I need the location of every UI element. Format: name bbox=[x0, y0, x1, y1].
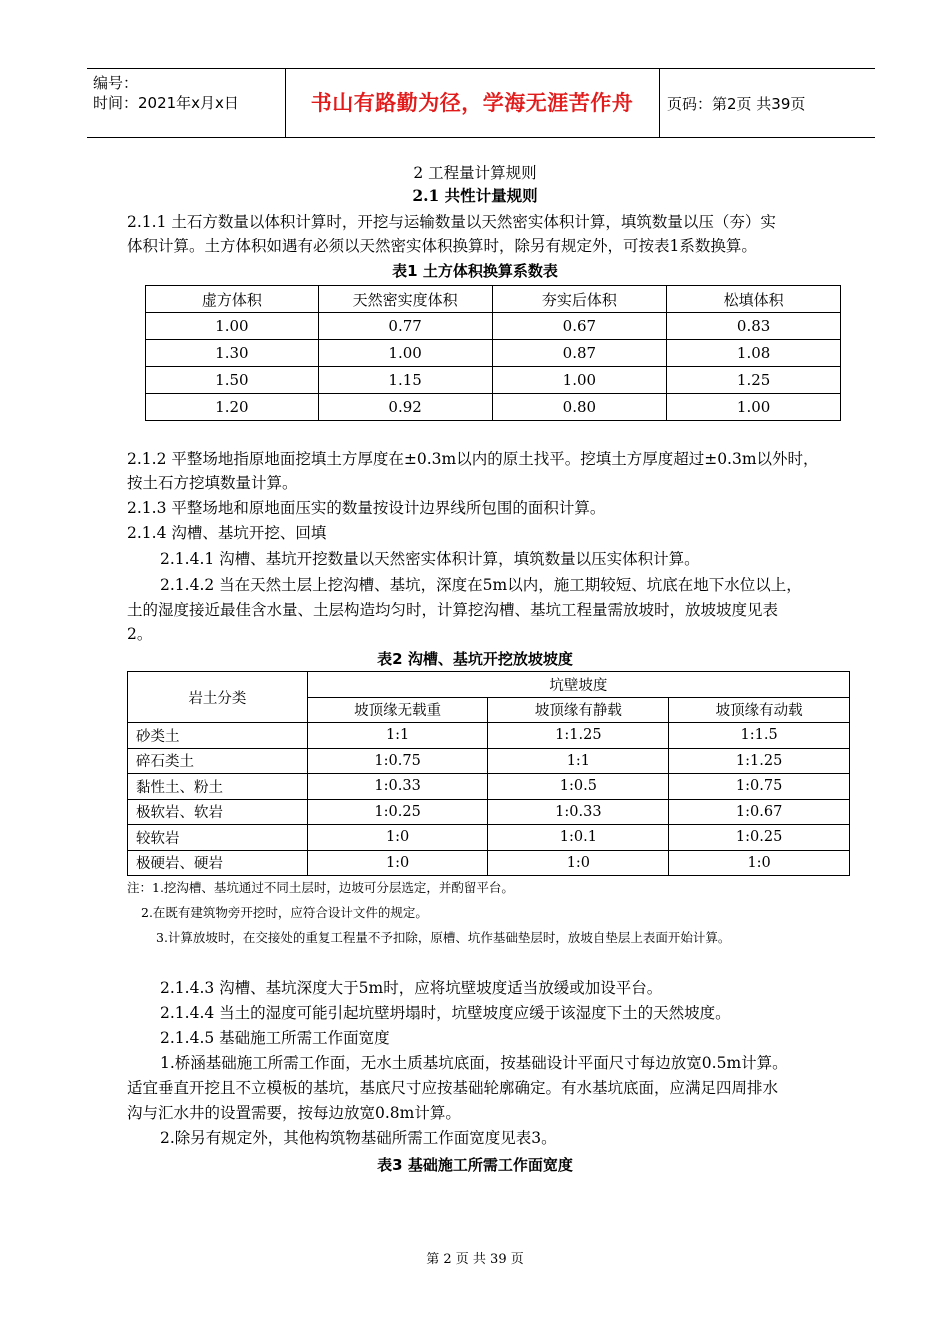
table-cell: 0.92 bbox=[318, 394, 492, 421]
table2-note: 3.计算放坡时，在交接处的重复工程量不予扣除，原槽、坑作基础垫层时，放坡自垫层上表面开始计算。 bbox=[156, 930, 731, 945]
paragraph-2-1-4-1: 2.1.4.1 沟槽、基坑开挖数量以天然密实体积计算，填筑数量以压实体积计算。 bbox=[160, 550, 700, 568]
table2 bbox=[127, 671, 850, 876]
table-cell: 0.87 bbox=[492, 340, 667, 367]
table-cell: 1:1 bbox=[488, 748, 669, 774]
item-1-cont: 沟与汇水井的设置需要，按每边放宽0.8m计算。 bbox=[127, 1104, 461, 1122]
table-cell: 砂类土 bbox=[128, 723, 308, 749]
table-cell: 1.50 bbox=[146, 367, 319, 394]
table-header-cell: 夯实后体积 bbox=[492, 286, 667, 313]
table-row bbox=[128, 850, 850, 876]
table-cell: 1:0.33 bbox=[488, 799, 669, 825]
table-row bbox=[146, 367, 841, 394]
header-divider bbox=[285, 69, 286, 137]
table-row bbox=[128, 723, 850, 749]
table-cell: 1:1 bbox=[307, 723, 488, 749]
paragraph-2-1-4-2: 2.1.4.2 当在天然土层上挖沟槽、基坑，深度在5m以内，施工期较短、坑底在地下水位以上， bbox=[160, 576, 802, 594]
paragraph-2-1-4-5: 2.1.4.5 基础施工所需工作面宽度 bbox=[160, 1029, 390, 1047]
table-cell: 极软岩、软岩 bbox=[128, 799, 308, 825]
paragraph-2-1-1: 2.1.1 土石方数量以体积计算时，开挖与运输数量以天然密实体积计算，填筑数量以压（夯）实 bbox=[127, 213, 776, 231]
table-cell: 1:0.33 bbox=[307, 774, 488, 800]
table-row bbox=[128, 825, 850, 851]
table-header-cell: 坡顶缘无载重 bbox=[307, 697, 488, 723]
table-cell: 0.80 bbox=[492, 394, 667, 421]
item-1: 1.桥涵基础施工所需工作面，无水土质基坑底面，按基础设计平面尺寸每边放宽0.5m计算。 bbox=[160, 1054, 788, 1072]
table2-note: 2.在既有建筑物旁开挖时，应符合设计文件的规定。 bbox=[141, 905, 428, 920]
table-cell: 0.67 bbox=[492, 313, 667, 340]
subsection-title: 2.1 共性计量规则 bbox=[412, 186, 538, 205]
page-header bbox=[87, 68, 875, 138]
table-cell: 1:0.5 bbox=[488, 774, 669, 800]
table-cell: 1.15 bbox=[318, 367, 492, 394]
table-cell: 1:0.1 bbox=[488, 825, 669, 851]
table-cell: 较软岩 bbox=[128, 825, 308, 851]
table1-caption: 表1 土方体积换算系数表 bbox=[392, 262, 558, 280]
table-header-cell: 坡顶缘有静载 bbox=[488, 697, 669, 723]
paragraph-2-1-1-cont: 体积计算。土方体积如遇有必须以天然密实体积换算时，除另有规定外，可按表1系数换算。 bbox=[127, 237, 757, 255]
table-cell: 1:0 bbox=[488, 850, 669, 876]
table-cell: 极硬岩、硬岩 bbox=[128, 850, 308, 876]
paragraph-2-1-2-cont: 按土石方挖填数量计算。 bbox=[127, 474, 298, 492]
table-cell: 0.83 bbox=[667, 313, 841, 340]
table-cell: 1:0.25 bbox=[669, 825, 850, 851]
table-cell: 1:0 bbox=[669, 850, 850, 876]
page-footer: 第 2 页 共 39 页 bbox=[426, 1252, 524, 1267]
section-title: 2 工程量计算规则 bbox=[413, 164, 537, 182]
table-row bbox=[146, 313, 841, 340]
item-1-cont: 适宜垂直开挖且不立模板的基坑，基底尺寸应按基础轮廓确定。有水基坑底面，应满足四周排水 bbox=[127, 1079, 779, 1097]
table-row bbox=[128, 774, 850, 800]
table-cell: 1:0 bbox=[307, 850, 488, 876]
table2-caption: 表2 沟槽、基坑开挖放坡坡度 bbox=[377, 650, 573, 668]
table-cell: 1.00 bbox=[146, 313, 319, 340]
table-header-cell: 天然密实度体积 bbox=[318, 286, 492, 313]
table-cell: 1.20 bbox=[146, 394, 319, 421]
table-cell: 1.00 bbox=[318, 340, 492, 367]
paragraph-2-1-3: 2.1.3 平整场地和原地面压实的数量按设计边界线所包围的面积计算。 bbox=[127, 499, 606, 517]
number-label: 编号： bbox=[93, 74, 139, 92]
table-cell: 1:0.75 bbox=[307, 748, 488, 774]
table-cell: 1:1.5 bbox=[669, 723, 850, 749]
table-header-cell: 坑壁坡度 bbox=[307, 672, 849, 698]
table-header-cell: 岩土分类 bbox=[128, 672, 308, 723]
table-cell: 黏性土、粉土 bbox=[128, 774, 308, 800]
paragraph-2-1-4-2-cont: 2。 bbox=[127, 625, 153, 643]
table-cell: 1:0.75 bbox=[669, 774, 850, 800]
table2-note: 注：1.挖沟槽、基坑通过不同土层时，边坡可分层选定，并酌留平台。 bbox=[127, 880, 514, 895]
table-cell: 1.00 bbox=[492, 367, 667, 394]
table-cell: 1:0.67 bbox=[669, 799, 850, 825]
table3-caption: 表3 基础施工所需工作面宽度 bbox=[377, 1156, 573, 1174]
header-meta bbox=[93, 73, 239, 113]
table-row bbox=[128, 799, 850, 825]
paragraph-2-1-4-4: 2.1.4.4 当土的湿度可能引起坑壁坍塌时，坑壁坡度应缓于该湿度下土的天然坡度。 bbox=[160, 1004, 731, 1022]
item-2: 2.除另有规定外，其他构筑物基础所需工作面宽度见表3。 bbox=[160, 1129, 557, 1147]
table-row bbox=[128, 748, 850, 774]
table-cell: 碎石类土 bbox=[128, 748, 308, 774]
header-divider bbox=[659, 69, 660, 137]
paragraph-2-1-4-2-cont: 土的湿度接近最佳含水量、土层构造均匀时，计算挖沟槽、基坑工程量需放坡时，放坡坡度见表 bbox=[127, 601, 779, 619]
time-label: 时间：2021年x月x日 bbox=[93, 94, 239, 112]
table-header-row bbox=[128, 672, 850, 698]
table-cell: 1.08 bbox=[667, 340, 841, 367]
table-cell: 1:1.25 bbox=[669, 748, 850, 774]
table-cell: 1:0.25 bbox=[307, 799, 488, 825]
table-header-row bbox=[146, 286, 841, 313]
table-cell: 1.25 bbox=[667, 367, 841, 394]
table-cell: 1.30 bbox=[146, 340, 319, 367]
table-row bbox=[146, 340, 841, 367]
table-header-cell: 松填体积 bbox=[667, 286, 841, 313]
table-cell: 0.77 bbox=[318, 313, 492, 340]
table-row bbox=[146, 394, 841, 421]
header-motto: 书山有路勤为径，学海无涯苦作舟 bbox=[310, 91, 634, 115]
table1 bbox=[145, 285, 841, 421]
page-number-label: 页码：第2页 共39页 bbox=[667, 95, 806, 113]
table-cell: 1:1.25 bbox=[488, 723, 669, 749]
paragraph-2-1-2: 2.1.2 平整场地指原地面挖填土方厚度在±0.3m以内的原土找平。挖填土方厚度超过±0.3m以外时， bbox=[127, 450, 819, 468]
table-cell: 1.00 bbox=[667, 394, 841, 421]
table-header-cell: 坡顶缘有动载 bbox=[669, 697, 850, 723]
paragraph-2-1-4: 2.1.4 沟槽、基坑开挖、回填 bbox=[127, 524, 327, 542]
paragraph-2-1-4-3: 2.1.4.3 沟槽、基坑深度大于5m时，应将坑壁坡度适当放缓或加设平台。 bbox=[160, 979, 663, 997]
table-header-cell: 虚方体积 bbox=[146, 286, 319, 313]
table-cell: 1:0 bbox=[307, 825, 488, 851]
